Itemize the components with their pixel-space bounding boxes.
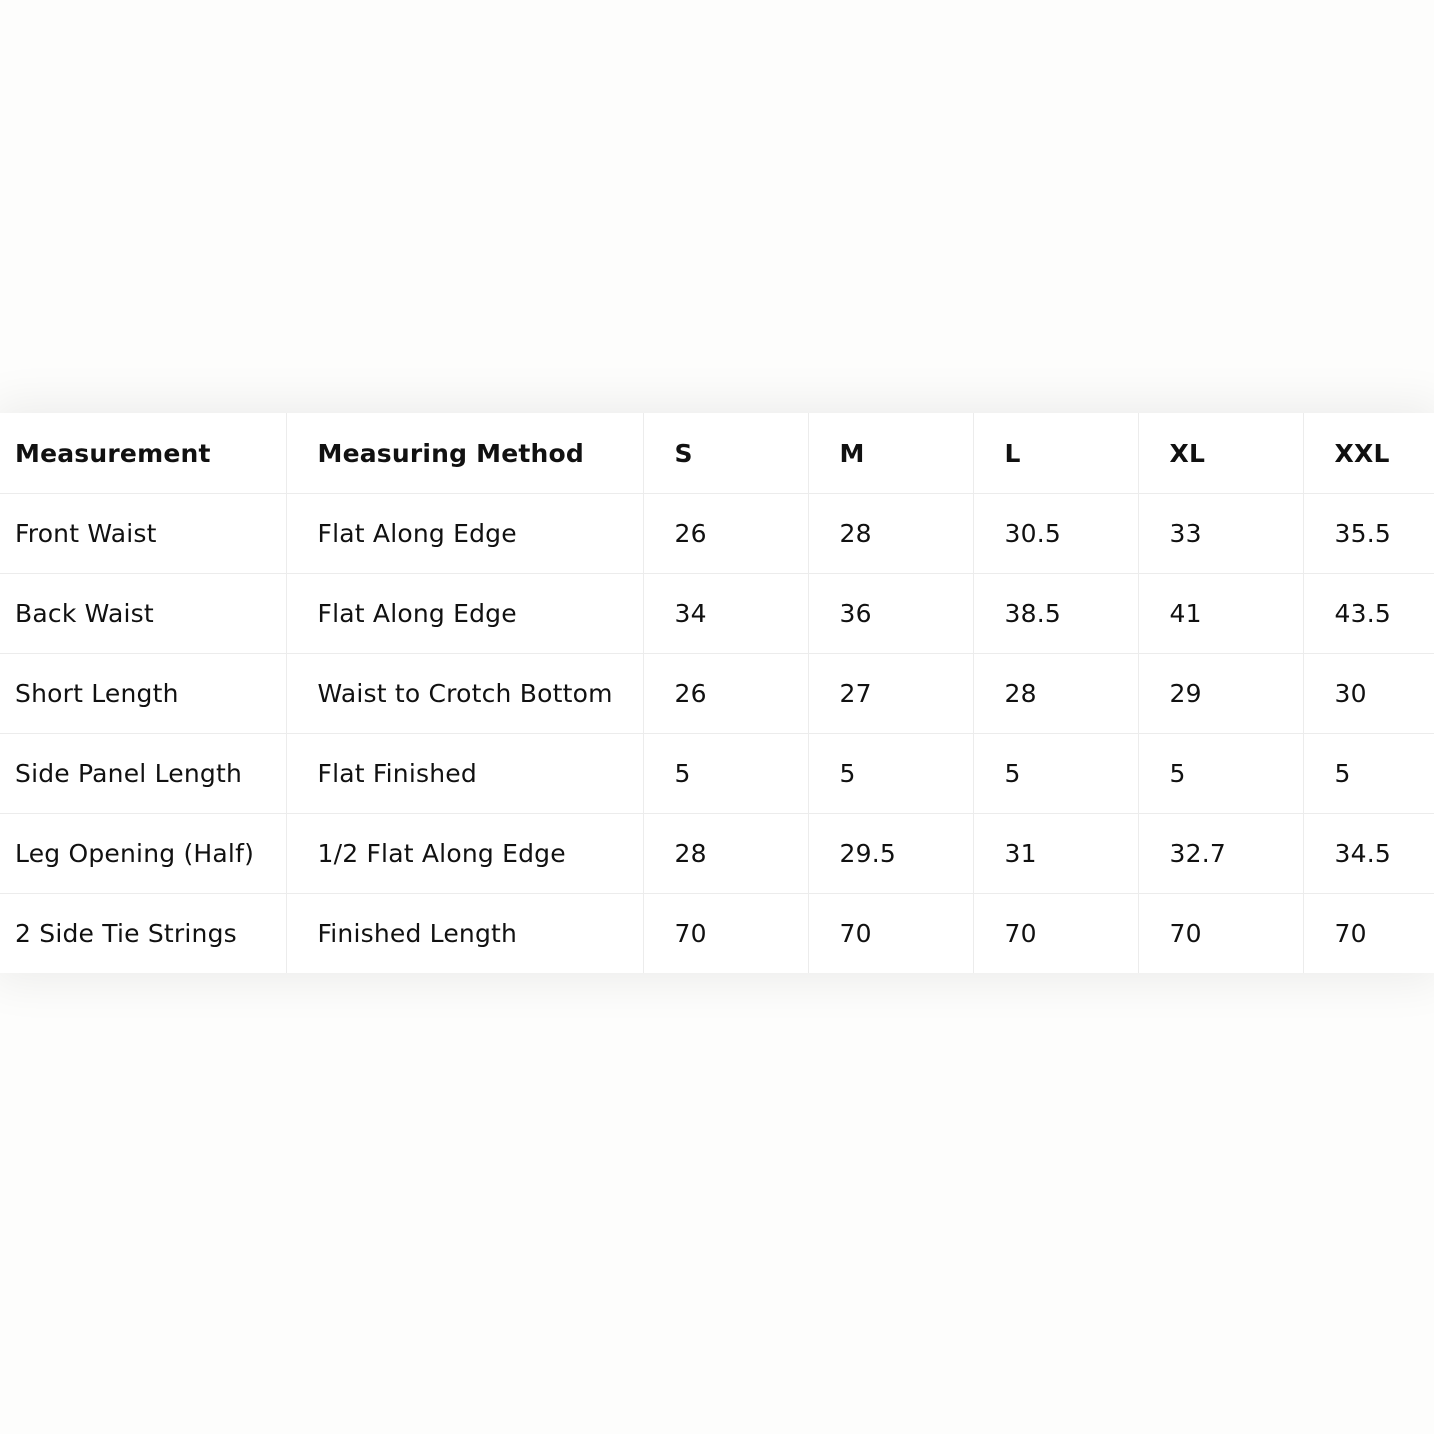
- header-size-xxl: XXL: [1303, 413, 1434, 494]
- measurement-cell: Short Length: [0, 654, 286, 734]
- size-value-cell: 30: [1303, 654, 1434, 734]
- header-measuring-method: Measuring Method: [286, 413, 643, 494]
- size-value-cell: 28: [973, 654, 1138, 734]
- method-cell: Flat Along Edge: [286, 574, 643, 654]
- size-value-cell: 41: [1138, 574, 1303, 654]
- header-measurement: Measurement: [0, 413, 286, 494]
- header-size-m: M: [808, 413, 973, 494]
- measurement-cell: Side Panel Length: [0, 734, 286, 814]
- size-value-cell: 5: [643, 734, 808, 814]
- header-size-xl: XL: [1138, 413, 1303, 494]
- size-value-cell: 70: [1138, 894, 1303, 974]
- size-value-cell: 34: [643, 574, 808, 654]
- measurement-cell: Back Waist: [0, 574, 286, 654]
- size-value-cell: 34.5: [1303, 814, 1434, 894]
- size-value-cell: 28: [808, 494, 973, 574]
- measurement-cell: Leg Opening (Half): [0, 814, 286, 894]
- size-value-cell: 29: [1138, 654, 1303, 734]
- size-value-cell: 35.5: [1303, 494, 1434, 574]
- size-chart-table: [0, 413, 1434, 973]
- table-row: [0, 814, 1434, 894]
- size-value-cell: 5: [1303, 734, 1434, 814]
- table-row: [0, 494, 1434, 574]
- table-row: [0, 734, 1434, 814]
- size-value-cell: 5: [973, 734, 1138, 814]
- size-value-cell: 27: [808, 654, 973, 734]
- size-value-cell: 5: [808, 734, 973, 814]
- size-value-cell: 70: [1334, 919, 1367, 948]
- size-value-cell: 70: [808, 894, 973, 974]
- header-size-s: S: [643, 413, 808, 494]
- method-cell: Finished Length: [286, 894, 643, 974]
- size-value-cell: 43.5: [1303, 574, 1434, 654]
- size-value-cell: 36: [808, 574, 973, 654]
- table-row: [0, 894, 1434, 974]
- size-value-cell: 29.5: [808, 814, 973, 894]
- measurement-cell: 2 Side Tie Strings: [0, 894, 286, 974]
- size-value-cell: 28: [643, 814, 808, 894]
- size-value-cell: 38.5: [973, 574, 1138, 654]
- size-value-cell: 26: [643, 494, 808, 574]
- size-value-cell: 70: [643, 894, 808, 974]
- method-cell: Flat Along Edge: [286, 494, 643, 574]
- table-row: [0, 654, 1434, 734]
- method-cell: Waist to Crotch Bottom: [286, 654, 643, 734]
- header-size-l: L: [973, 413, 1138, 494]
- size-value-cell: 32.7: [1138, 814, 1303, 894]
- size-value-cell: 33: [1138, 494, 1303, 574]
- header-row: [0, 413, 1434, 494]
- size-value-cell: 70: [973, 894, 1138, 974]
- method-cell: 1/2 Flat Along Edge: [286, 814, 643, 894]
- table-row: [0, 574, 1434, 654]
- method-cell: Flat Finished: [286, 734, 643, 814]
- size-value-cell: 30.5: [973, 494, 1138, 574]
- measurement-cell: Front Waist: [0, 494, 286, 574]
- size-value-cell: 31: [973, 814, 1138, 894]
- size-chart-card: [0, 413, 1434, 973]
- size-value-cell: 26: [643, 654, 808, 734]
- size-value-cell: 5: [1138, 734, 1303, 814]
